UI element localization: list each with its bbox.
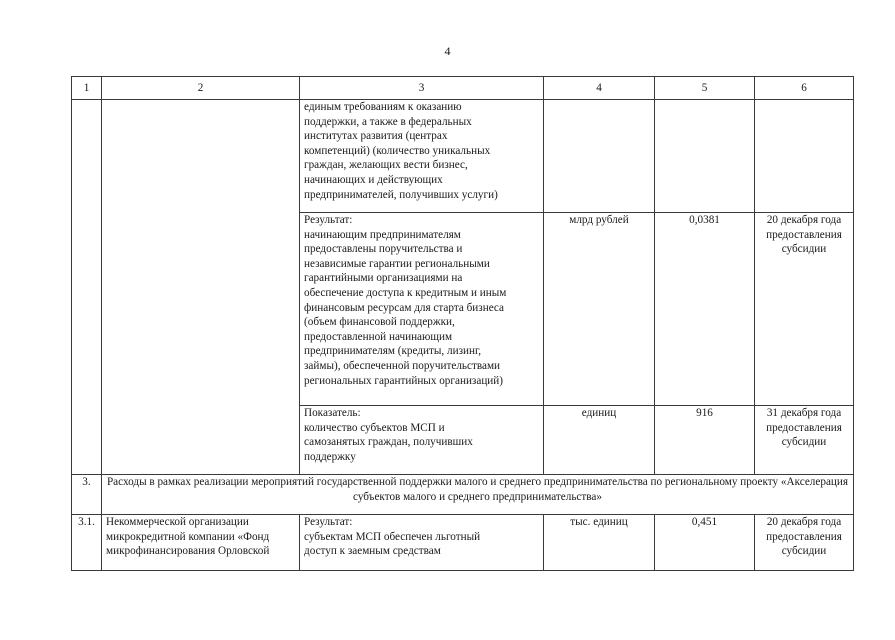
deadline-cell bbox=[755, 100, 854, 213]
unit-cell bbox=[544, 100, 655, 213]
unit-cell: млрд рублей bbox=[544, 213, 655, 406]
indicator-description-cell: Показатель: количество субъектов МСП и самозанятых граждан, получивших поддержку bbox=[300, 406, 544, 475]
column-header-1: 1 bbox=[72, 77, 102, 100]
column-header-3: 3 bbox=[300, 77, 544, 100]
page-number: 4 bbox=[444, 44, 451, 58]
document-table bbox=[71, 76, 854, 571]
section-title-cell: Расходы в рамках реализации мероприятий государственной поддержки малого и среднего предпринимательства по региональному проекту «Акселерация субъектов малого и среднего предпринимательства» bbox=[102, 475, 854, 515]
table-row bbox=[72, 100, 854, 213]
table-row bbox=[72, 515, 854, 571]
result-description-cell: Результат: субъектам МСП обеспечен льготный доступ к заемным средствам bbox=[300, 515, 544, 571]
value-cell: 916 bbox=[655, 406, 755, 475]
deadline-cell: 20 декабря года предоставления субсидии bbox=[755, 213, 854, 406]
value-cell: 0,451 bbox=[655, 515, 755, 571]
value-cell: 0,0381 bbox=[655, 213, 755, 406]
result-description-cell: Результат: начинающим предпринимателям предоставлены поручительства и независимые гарантии региональными гарантийными организациями на обеспечение доступа к кредитным и иным финансовым ресурсам для старта бизнеса (объем финансовой поддержки, предоставленной начинающим предпринимателям (кредиты, лизинг, займы), обеспеченной поручительствами региональных гарантийных организаций) bbox=[300, 213, 544, 406]
deadline-cell: 20 декабря года предоставления субсидии bbox=[755, 515, 854, 571]
row-number-cell bbox=[72, 100, 102, 475]
table-header-row bbox=[72, 77, 854, 100]
column-header-5: 5 bbox=[655, 77, 755, 100]
section-row bbox=[72, 475, 854, 515]
unit-cell: единиц bbox=[544, 406, 655, 475]
section-number-cell: 3. bbox=[72, 475, 102, 515]
recipient-cell: Некоммерческой организации микрокредитной компании «Фонд микрофинансирования Орловской bbox=[102, 515, 300, 571]
value-cell bbox=[655, 100, 755, 213]
unit-cell: тыс. единиц bbox=[544, 515, 655, 571]
column-header-6: 6 bbox=[755, 77, 854, 100]
column-header-4: 4 bbox=[544, 77, 655, 100]
indicator-description-cell: единым требованиям к оказанию поддержки, а также в федеральных институтах развития (центрах компетенций) (количество уникальных граждан, желающих вести бизнес, начинающих и действующих предпринимателей, получивших услуги) bbox=[300, 100, 544, 213]
row-number-cell: 3.1. bbox=[72, 515, 102, 571]
recipient-cell bbox=[102, 100, 300, 475]
deadline-cell: 31 декабря года предоставления субсидии bbox=[755, 406, 854, 475]
column-header-2: 2 bbox=[102, 77, 300, 100]
